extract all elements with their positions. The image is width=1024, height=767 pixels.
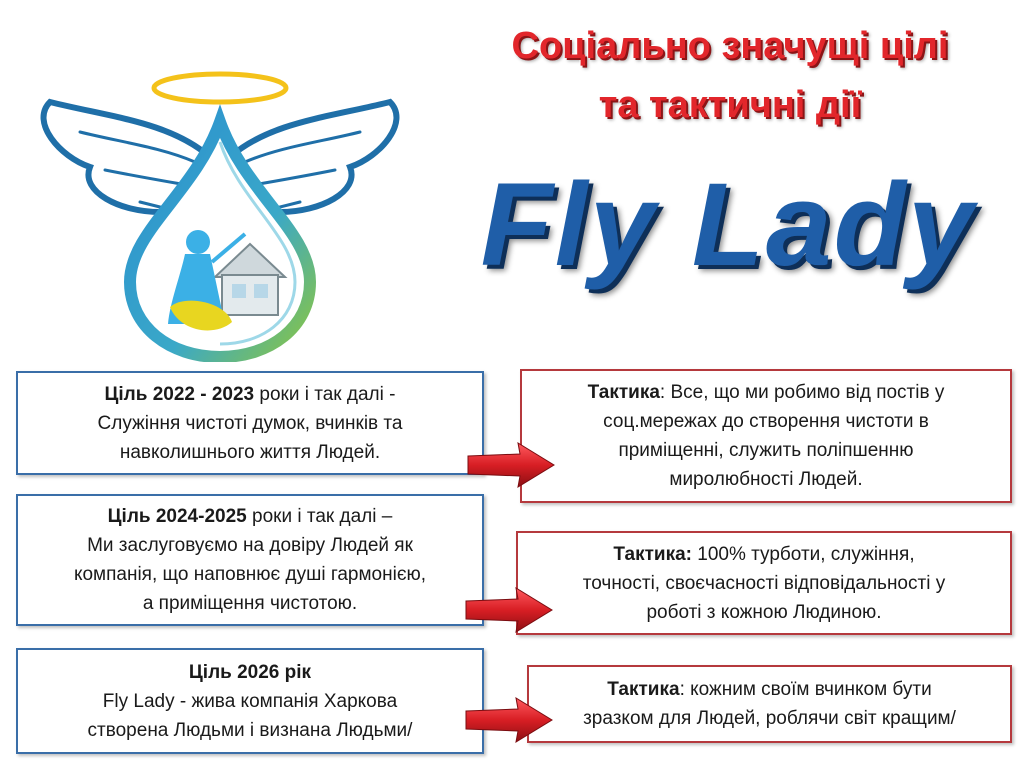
tactic-line-1 [518, 540, 1010, 569]
goal-line-2: Служіння чистоті думок, вчинків та [97, 412, 403, 434]
halo-icon [154, 74, 286, 102]
goal-line-1 [18, 380, 482, 409]
brand-name: Fly Lady [480, 159, 976, 291]
tactic-label: Тактика [587, 382, 660, 403]
tactic-box-3 [527, 665, 1012, 743]
page-title-line-2: та тактичні дії [598, 84, 862, 126]
tactic-line-3: роботі з кожною Людиною. [646, 601, 882, 623]
tactic-label: Тактика [607, 679, 680, 700]
tactic-line-2: зразком для Людей, роблячи світ кращим/ [583, 708, 956, 729]
goal-label-rest: роки і так далі – [246, 506, 393, 527]
goal-label: Ціль 2026 рік [188, 661, 312, 683]
tactic-label-rest: : Все, що ми робимо від постів у [659, 382, 945, 403]
goal-line-3: створена Людьми і визнана Людьми/ [87, 719, 413, 741]
tactic-line-2: точності, своєчасності відповідальності у [582, 572, 946, 594]
arrow-right-icon [462, 585, 554, 635]
page-title-line-1: Соціально значущі цілі [511, 25, 949, 67]
tactic-line-2: соц.мережах до створення чистоти в [603, 411, 929, 432]
goal-line-4: а приміщення чистотою. [142, 593, 358, 614]
goal-box-2026 [16, 648, 484, 754]
goal-label: Ціль 2024-2025 [107, 506, 247, 527]
tactic-label-rest: 100% турботи, служіння, [691, 543, 915, 565]
goal-box-2022 [16, 371, 484, 475]
goal-line-1 [18, 502, 482, 531]
goal-line-3: компанія, що наповнює душі гармонією, [73, 564, 427, 585]
tactic-line-3: приміщенні, служить поліпшенню [618, 440, 914, 461]
goal-label: Ціль 2022 - 2023 [104, 383, 255, 405]
tactic-line-4: миролюбності Людей. [669, 469, 863, 490]
goal-line-1 [18, 658, 482, 687]
tactic-label: Тактика: [613, 543, 692, 565]
tactic-box-1 [520, 369, 1012, 503]
tactic-label-rest: : кожним своїм вчинком бути [679, 679, 932, 700]
fly-lady-logo [20, 62, 420, 362]
goal-label-rest: роки і так далі - [254, 383, 396, 405]
goal-line-2: Fly Lady - жива компанія Харкова [102, 690, 398, 712]
goal-box-2024 [16, 494, 484, 626]
tactic-line-1 [529, 675, 1010, 704]
goal-line-2: Ми заслуговуємо на довіру Людей як [87, 535, 413, 556]
tactic-box-2 [516, 531, 1012, 635]
arrow-right-icon [464, 440, 556, 490]
tactic-line-1 [522, 378, 1010, 407]
arrow-right-icon [462, 695, 554, 745]
goal-line-3: навколишнього життя Людей. [119, 441, 381, 463]
